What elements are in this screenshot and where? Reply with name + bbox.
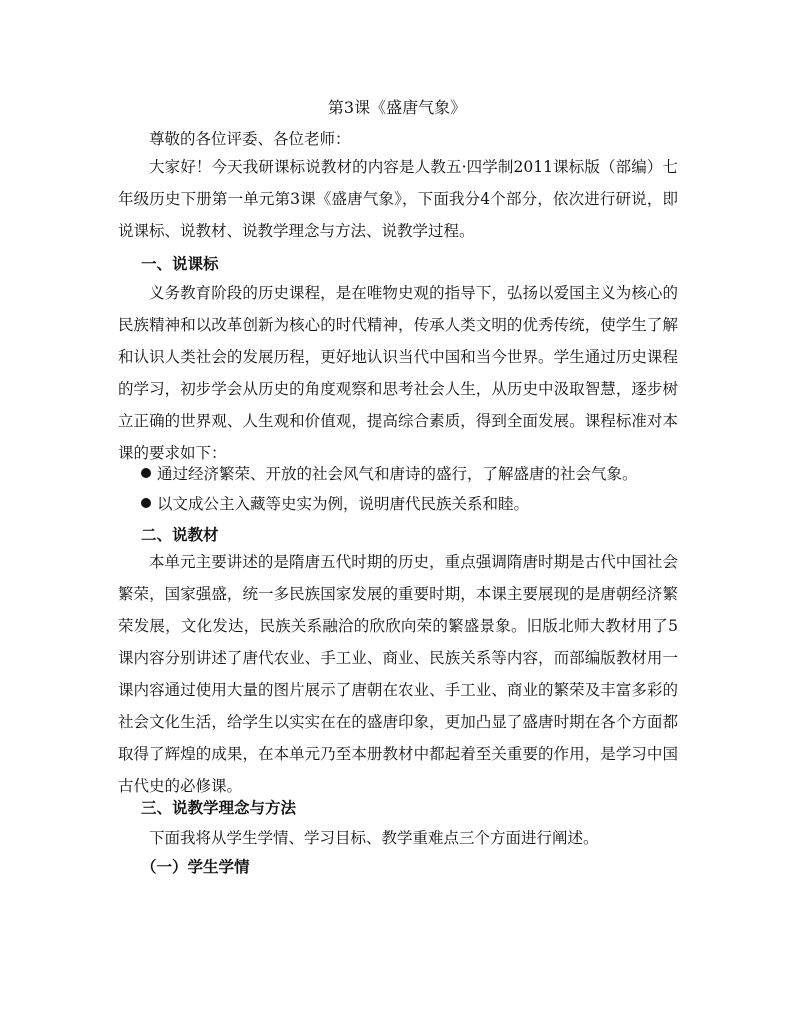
- greeting: 尊敬的各位评委、各位老师：: [149, 130, 351, 148]
- bullet-item: [141, 492, 529, 516]
- intro-paragraph: 大家好！今天我研课标说教材的内容是人教五·四学制2011课标版（部编）七年级历史下册第一单元第3课《盛唐气象》，下面我分4个部分，依次进行研说，即说课标、说教材、说教学理念与方法、说教学过程。: [118, 158, 678, 240]
- subheading-student-analysis: （一）学生学情: [141, 857, 250, 876]
- textbook-paragraph: 本单元主要讲述的是隋唐五代时期的历史，重点强调隋唐时期是古代中国社会繁荣，国家强盛，统一多民族国家发展的重要时期，本课主要展现的是唐朝经济繁荣发展，文化发达，民族关系融洽的欣欣向荣的繁盛景象。旧版北师大教材用了5课内容分别讲述了唐代农业、手工业、商业、民族关系等内容，而部编版教材用一课内容通过使用大量的图片展示了唐朝在农业、手工业、商业的繁荣及丰富多彩的社会文化生活，给学生以实实在在的盛唐印象，更加凸显了盛唐时期在各个方面都取得了辉煌的成果，在本单元乃至本册教材中都起着至关重要的作用，是学习中国古代史的必修课。: [118, 553, 678, 795]
- intro-block: [118, 151, 678, 247]
- section-heading-method: 三、说教学理念与方法: [141, 798, 297, 817]
- bullet-item: [141, 462, 638, 486]
- section-heading-textbook: 二、说教材: [141, 525, 219, 544]
- bullet-dot-icon: [141, 498, 151, 508]
- textbook-block: [118, 546, 678, 802]
- section-heading-curriculum: 一、说课标: [141, 254, 219, 273]
- bullet-dot-icon: [141, 468, 151, 478]
- curriculum-paragraph: 义务教育阶段的历史课程，是在唯物史观的指导下，弘扬以爱国主义为核心的民族精神和以改革创新为核心的时代精神，传承人类文明的优秀传统，使学生了解和认识人类社会的发展历程，更好地认识当代中国和当今世界。学生通过历史课程的学习，初步学会从历史的角度观察和思考社会人生，从历史中汲取智慧，逐步树立正确的世界观、人生观和价值观，提高综合素质，得到全面发展。课程标准对本课的要求如下：: [118, 284, 678, 462]
- bullet-text: 通过经济繁荣、开放的社会风气和唐诗的盛行，了解盛唐的社会气象。: [157, 465, 638, 483]
- bullet-text: 以文成公主入藏等史实为例，说明唐代民族关系和睦。: [157, 495, 530, 513]
- method-paragraph: 下面我将从学生学情、学习目标、教学重难点三个方面进行阐述。: [149, 829, 599, 847]
- curriculum-block: [118, 277, 678, 469]
- lesson-title: 第3课《盛唐气象》: [327, 98, 467, 117]
